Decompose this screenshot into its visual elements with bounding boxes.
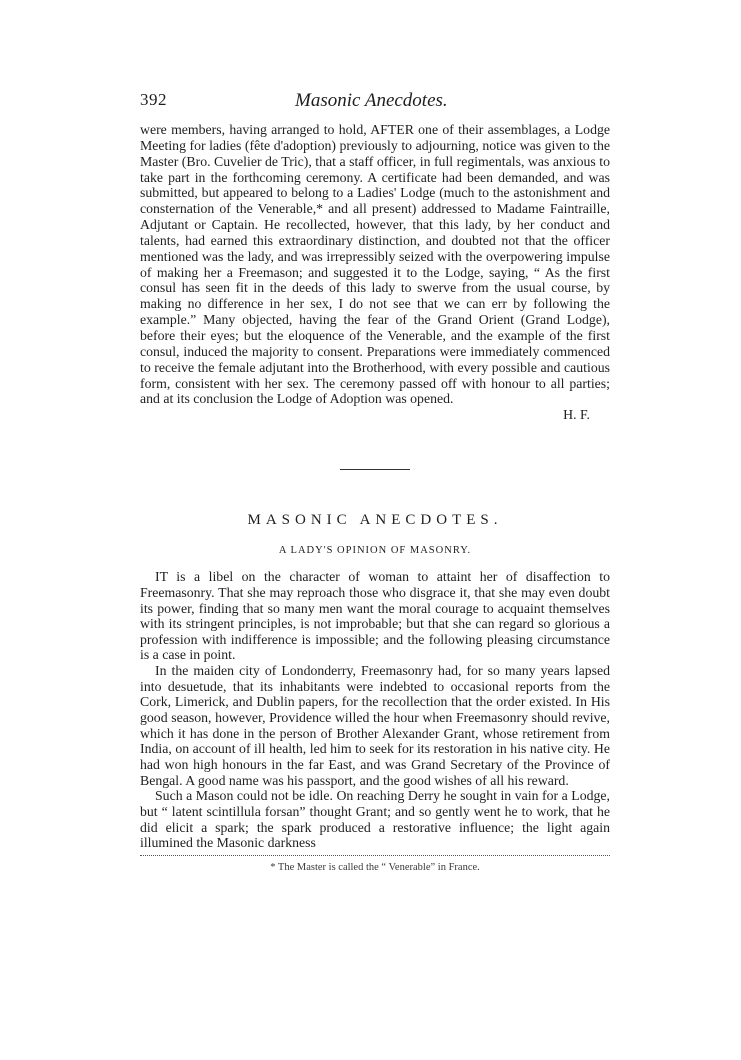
article-paragraph-3: Such a Mason could not be idle. On reaching Derry he sought in vain for a Lodge, but “ latent scintillula forsan” thought Grant; and so gently went he to work, that he did elicit a spark; the spark produced a restorative influence; the light again illumined the Masonic darkness: [140, 788, 610, 851]
footnote: * The Master is called the “ Venerable” in France.: [270, 862, 480, 873]
article-paragraph-1: IT is a libel on the character of woman to attaint her of disaffection to Freemasonry. That she may reproach those who disgrace it, that she may even doubt its power, finding that so many men want the moral courage to acquaint themselves with its stringent principles, is not improbable; but that she can regard so glorious a profession with indifference is impossible; and the following pleasing circumstance is a case in point.: [140, 569, 610, 663]
article-paragraph-2: In the maiden city of Londonderry, Freemasonry had, for so many years lapsed into desuetude, that its inhabitants were indebted to occasional reports from the Cork, Limerick, and Dublin papers, for the recollection that the order existed. In His good season, however, Providence willed the hour when Freemasonry should revive, which it has done in the person of Brother Alexander Grant, whose retirement from India, on account of ill health, led him to seek for its restoration in his native city. He had won high honours in the far East, and was Grand Secretary of the Province of Bengal. A good name was his passport, and the good wishes of all his reward.: [140, 663, 610, 788]
running-head: [140, 90, 610, 122]
book-page: [140, 90, 610, 873]
running-title: Masonic Anecdotes.: [295, 90, 448, 111]
footnote-rule: [140, 855, 610, 856]
article-subheading: A LADY'S OPINION OF MASONRY.: [278, 545, 472, 557]
section-heading: MASONIC ANECDOTES.: [247, 512, 503, 529]
page-number: 392: [140, 90, 167, 109]
article-body: [140, 569, 610, 851]
author-signature: H. F.: [563, 407, 590, 423]
section-divider: [340, 469, 410, 470]
continuation-paragraph: were members, having arranged to hold, AFTER one of their assemblages, a Lodge Meeting for ladies (fête d'adoption) previously to adjourning, notice was given to the Master (Bro. Cuvelier de Tric), that a staff officer, in full regimentals, was anxious to take part in the forthcoming ceremony. A certificate had been demanded, and was submitted, but appeared to belong to a Ladies' Lodge (much to the astonishment and consternation of the Venerable,* and all present) addressed to Madame Faintraille, Adjutant or Captain. He recollected, however, that this lady, by her conduct and talents, had earned this extraordinary distinction, and doubted not that the officer mentioned was the lady, and was irrepressibly seized with the overpowering impulse of making her a Freemason; and suggested it to the Lodge, saying, “ As the first consul has seen fit in the deeds of this lady to swerve from the usual course, by making no difference in her sex, I do not see that we can err by following the example.” Many objected, having the fear of the Grand Orient (Grand Lodge), before their eyes; but the eloquence of the Venerable, and the example of the first consul, induced the majority to consent. Preparations were immediately commenced to receive the female adjutant into the Brotherhood, with every possible and cautious form, consistent with her sex. The ceremony passed off with honour to all parties; and at its conclusion the Lodge of Adoption was opened.: [140, 122, 610, 407]
